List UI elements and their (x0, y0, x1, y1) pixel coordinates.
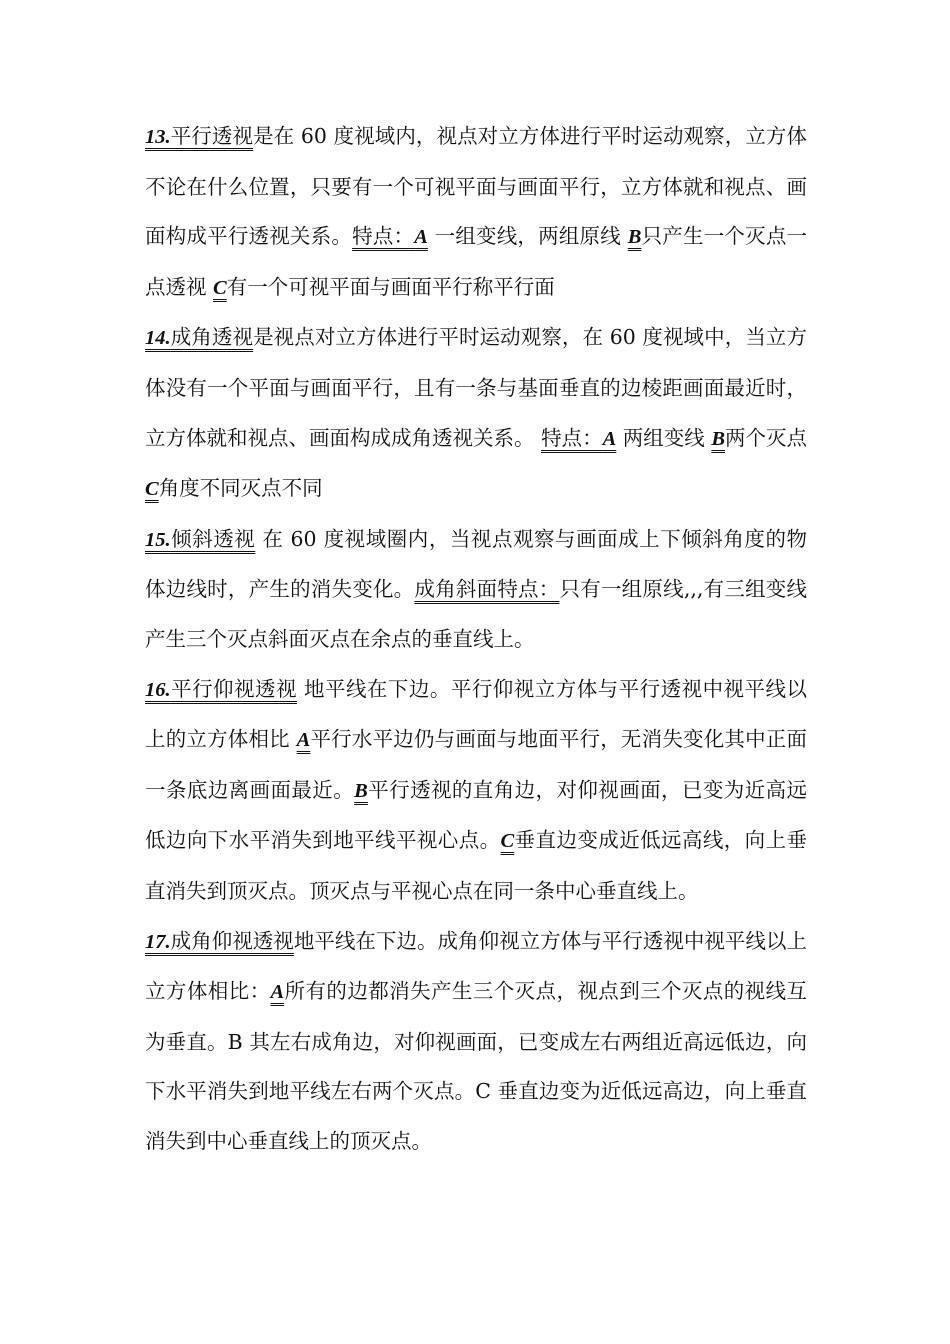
point-letter-c: C (500, 830, 515, 853)
feature-label: 特点：A (541, 425, 617, 450)
point-letter-a: A (602, 427, 617, 450)
point-letter-b: B (627, 226, 642, 249)
paragraph-13 (145, 112, 807, 313)
point-text-b: 平行透视的直角边，对仰视画面，已变为近高远低边向下水平消失到地平线平视心点。 (145, 777, 808, 853)
term-heading-16 (145, 677, 297, 701)
definition-text: 地平线在下边。成角仰视立方体与平行透视中视平线以上立方体相比： (145, 928, 808, 1004)
item-number: 17. (145, 930, 171, 953)
definition-text: 地平线在下边。平行仰视立方体与平行透视中视平线以上的立方体相比 (145, 676, 807, 752)
feature-label: 成角斜面特点： (414, 577, 560, 602)
point-letter-b: B (354, 779, 368, 802)
point-letter-c: C (145, 478, 159, 501)
term-heading-17 (145, 929, 294, 953)
point-text-c: 垂直边变成近低远高线，向上垂直消失到顶灭点。顶灭点与平视心点在同一条中心垂直线上。 (145, 828, 808, 903)
feature-text: 只有一组原线,,,有三组变线产生三个灭点斜面灭点在余点的垂直线上。 (145, 577, 808, 651)
term: 平行仰视透视 (170, 676, 297, 701)
point-text-b: 只产生一个灭点一点透视 (145, 224, 808, 299)
item-number: 14. (145, 327, 171, 350)
term-heading-13 (145, 124, 253, 148)
point-letter-a: A (270, 981, 285, 1004)
item-number: 15. (145, 528, 171, 551)
point-letter-c: C (213, 276, 227, 299)
point-text-a: 一组变线，两组原线 (434, 224, 621, 249)
item-number: 16. (145, 678, 171, 701)
term-heading-15 (145, 527, 255, 551)
point-text-a: 平行水平边仍与画面与地面平行，无消失变化其中正面一条底边离画面最近。 (145, 727, 807, 802)
definition-text: 在 60 度视域圈内，当视点观察与画面成上下倾斜角度的物体边线时，产生的消失变化。 (145, 526, 807, 602)
definition-text: 是在 60 度视域内，视点对立方体进行平时运动观察，立方体不论在什么位置，只要有一个可视平面与画面平行，立方体就和视点、画面构成平行透视关系。 (145, 124, 808, 249)
point-text-b: 两个灭点 (725, 425, 808, 450)
paragraph-15 (145, 515, 807, 665)
point-letter-a: A (296, 729, 311, 752)
item-number: 13. (145, 126, 171, 148)
point-text-a: 所有的边都消失产生三个灭点，视点到三个灭点的视线互为垂直。B 其左右成角边，对仰视画面，已变成左右两组近高远低边，向下水平消失到地平线左右两个灭点。C 垂直边变为近低远高边，向上垂直消失到中心垂直线上的顶灭点。 (145, 979, 808, 1153)
point-letter-a: A (414, 226, 428, 249)
point-letter-b: B (711, 427, 726, 450)
term: 平行透视 (170, 124, 254, 148)
document-body (145, 112, 807, 1166)
term: 成角透视 (170, 325, 254, 350)
term-heading-14 (145, 325, 253, 349)
paragraph-14 (145, 313, 807, 514)
point-text-c: 有一个可视平面与画面平行称平行面 (226, 274, 555, 299)
definition-text: 是视点对立方体进行平时运动观察，在 60 度视域中，当立方体没有一个平面与画面平行，且有一条与基面垂直的边棱距画面最近时，立方体就和视点、画面构成成角透视关系。 (145, 325, 808, 450)
point-text-a: 两组变线 (622, 425, 705, 450)
point-text-c: 角度不同灭点不同 (158, 476, 323, 501)
term: 成角仰视透视 (170, 928, 294, 953)
paragraph-16 (145, 665, 807, 917)
feature-label: 特点：A (352, 224, 428, 249)
term: 倾斜透视 (170, 526, 256, 551)
paragraph-17 (145, 917, 807, 1167)
